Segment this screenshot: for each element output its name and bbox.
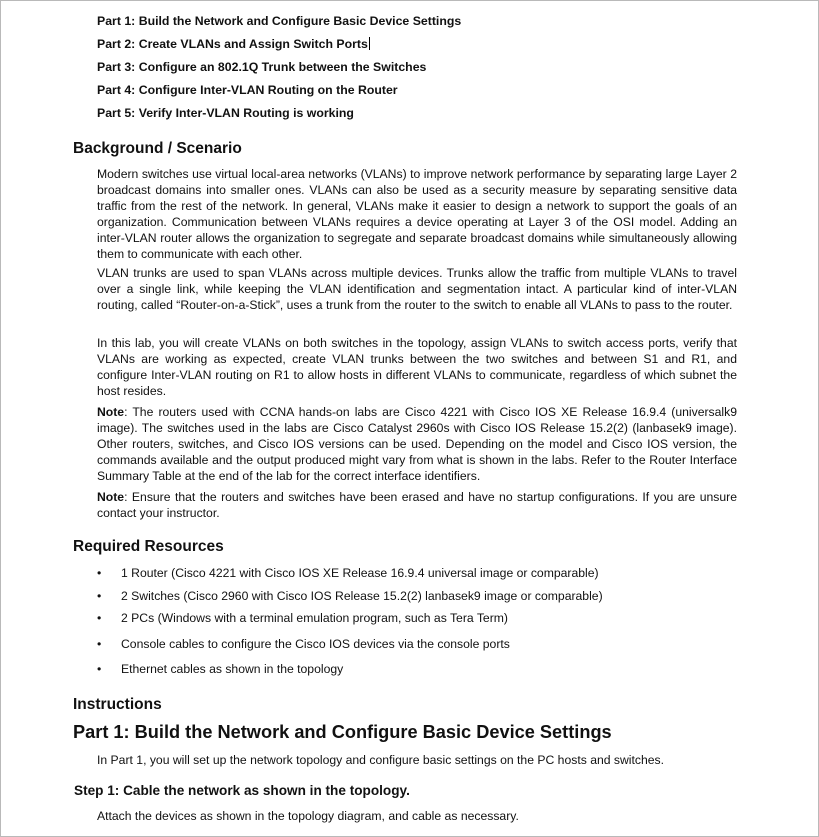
note-1 (97, 405, 737, 485)
note-paragraph-2 (97, 490, 737, 522)
objective-part-1: Part 1: Build the Network and Configure Basic Device Settings (97, 14, 462, 28)
step-1-text: Attach the devices as shown in the topology diagram, and cable as necessary. (97, 809, 519, 823)
bullet-icon: • (97, 589, 102, 603)
note-paragraph-1 (97, 405, 737, 485)
background-heading: Background / Scenario (73, 140, 242, 157)
objective-part-3: Part 3: Configure an 802.1Q Trunk between the Switches (97, 60, 427, 74)
part-1-intro-text: In Part 1, you will set up the network topology and configure basic settings on the PC hosts and switches. (97, 753, 665, 767)
bullet-icon: • (97, 611, 102, 625)
bullet-icon: • (97, 637, 102, 651)
text-cursor (369, 37, 370, 50)
resource-item-switches: 2 Switches (Cisco 2960 with Cisco IOS Release 15.2(2) lanbasek9 image or comparable) (121, 589, 603, 603)
part-1-heading: Part 1: Build the Network and Configure Basic Device Settings (73, 722, 612, 742)
objectives-list (97, 14, 461, 121)
background-paragraph-1 (97, 167, 737, 262)
background-text-3: In this lab, you will create VLANs on both switches in the topology, assign VLANs to switch access ports, verify that VLANs are working as expected, create VLAN trunks between the two switches and between S1 and R1, and configure Inter-VLAN routing on R1 to allow hosts in different VLANs to communicate, regardless of which subnet the host resides. (97, 336, 737, 398)
objective-part-4: Part 4: Configure Inter-VLAN Routing on the Router (97, 83, 398, 97)
step-1-body (97, 809, 737, 825)
objective-part-2-text: Part 2: Create VLANs and Assign Switch Ports (97, 37, 368, 51)
resource-item-console-cables: Console cables to configure the Cisco IOS devices via the console ports (121, 637, 510, 651)
objective-part-5: Part 5: Verify Inter-VLAN Routing is working (97, 106, 354, 120)
part-1-intro (97, 753, 737, 769)
note-1-label: Note (97, 405, 125, 419)
required-resources-heading: Required Resources (73, 538, 224, 555)
background-paragraph-3 (97, 336, 737, 400)
note-1-text: : The routers used with CCNA hands-on labs are Cisco 4221 with Cisco IOS XE Release 16.9.4 (universalk9 image). The switches used in the labs are Cisco Catalyst 2960s with Cisco IOS Release 15.2(2) (lanbasek9 image). Other routers, switches, and Cisco IOS versions can be used. Depending on the model and Cisco IOS version, the commands available and the output produced might vary from what is shown in the labs. Refer to the Router Interface Summary Table at the end of the lab for the correct interface identifiers. (97, 405, 737, 483)
background-text-2: VLAN trunks are used to span VLANs across multiple devices. Trunks allow the traffic from multiple VLANs to travel over a single link, while keeping the VLAN identification and segmentation intact. A particular kind of inter-VLAN routing, called “Router-on-a-Stick”, uses a trunk from the router to the switch to enable all VLANs to pass to the router. (97, 266, 737, 312)
note-2-label: Note (97, 490, 125, 504)
step-1-heading: Step 1: Cable the network as shown in the topology. (74, 783, 410, 798)
resource-item-ethernet-cables: Ethernet cables as shown in the topology (121, 662, 344, 676)
resource-item-pcs: 2 PCs (Windows with a terminal emulation program, such as Tera Term) (121, 611, 508, 625)
note-2-text: : Ensure that the routers and switches have been erased and have no startup configurations. If you are unsure contact your instructor. (97, 490, 737, 520)
background-text-1: Modern switches use virtual local-area networks (VLANs) to improve network performance by separating large Layer 2 broadcast domains into smaller ones. VLANs can also be used as a security measure by separating sensitive data traffic from the rest of the network. In general, VLANs make it easier to design a network to support the goals of an organization. Communication between VLANs requires a device operating at Layer 3 of the OSI model. Adding an inter-VLAN router allows the organization to segregate and separate broadcast domains while simultaneously allowing them to communicate with each other. (97, 167, 737, 261)
background-paragraph-2 (97, 266, 737, 314)
instructions-heading: Instructions (73, 696, 162, 713)
bullet-icon: • (97, 566, 102, 580)
resource-item-router: 1 Router (Cisco 4221 with Cisco IOS XE Release 16.9.4 universal image or comparable) (121, 566, 599, 580)
objective-part-2 (97, 37, 461, 52)
bullet-icon: • (97, 662, 102, 676)
note-2 (97, 490, 737, 522)
